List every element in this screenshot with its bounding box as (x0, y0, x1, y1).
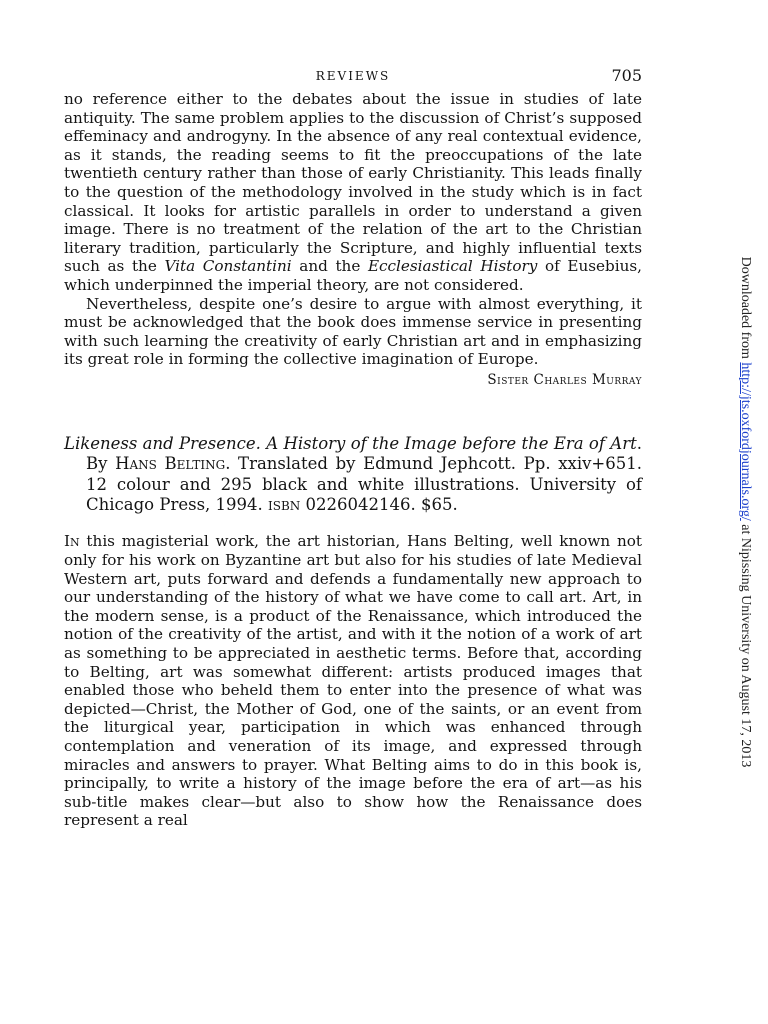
download-suffix: at Nipissing University on August 17, 2013 (738, 520, 753, 768)
book-author: Hans Belting (115, 454, 226, 474)
book-citation (64, 434, 642, 516)
review-belting (64, 434, 642, 830)
citation-by: . By (86, 433, 642, 474)
review-murray (64, 90, 642, 388)
isbn-number: 0226042146. $65. (300, 495, 458, 515)
running-title: REVIEWS (315, 69, 391, 83)
title-vita-constantini: Vita Constantini (164, 257, 292, 276)
isbn-label: isbn (268, 495, 301, 515)
review-paragraph-2: Nevertheless, despite one’s desire to argue with almost everything, it must be acknowledged that the book does immense service in presenting with such learning the creativity of early Christian art and in emphasizing its great role in forming the collective imagination of Europe. (64, 294, 642, 369)
connector-text: and the (291, 257, 368, 276)
running-head (64, 66, 642, 90)
paragraph-1-text: no reference either to the debates about the issue in studies of late antiquity. The same problem applies to the discussion of Christ’s supposed effeminacy and androgyny. In the absence of any real contextual evidence, as it stands, the reading seems to fit the preoccupations of the late twentieth century rather than those of early Christianity. This leads finally to the question of the methodology involved in the study which is in fact classical. It looks for artistic parallels in order to understand a given image. There is no treatment of the relation of the art to the Christian literary tradition, particularly the Scripture, and highly influential texts such as the (64, 90, 642, 276)
journal-page (64, 66, 642, 830)
review-body-text: this magisterial work, the art historian, Hans Belting, well known not only for his work on Byzantine art but also for his studies of late Medieval Western art, puts forward and defends a fundamentally new approach to our understanding of the history of what we have come to call art. Art, in the modern sense, is a product of the Renaissance, which introduced the notion of the creativity of the artist, and with it the notion of a work of art as something to be appreciated in aesthetic terms. Before that, according to Belting, art was somewhat different: artists produced images that enabled those who beheld them to enter into the presence of what was depicted—Christ, the Mother of God, one of the saints, or an event from the liturgical year, participation in which was enhanced through contemplation and veneration of its image, and expressed through miracles and answers to prayer. What Belting aims to do in this book is, principally, to write a history of the image before the era of art—as his sub-title makes clear—but also to show how the Renaissance does represent a real (64, 532, 642, 830)
download-watermark (737, 257, 753, 768)
opening-word: In (64, 532, 80, 551)
book-title: Likeness and Presence. A History of the Image before the Era of Art (64, 433, 637, 453)
title-ecclesiastical-history: Ecclesiastical History (367, 257, 538, 276)
journal-link[interactable]: http://jts.oxfordjournals.org/ (738, 362, 753, 521)
download-prefix: Downloaded from (738, 256, 753, 363)
page-number: 705 (611, 66, 642, 85)
citation-details: . Translated by Edmund Jephcott. Pp. xxiv+651. 12 colour and 295 black and white illustrations. University of Chicago Press, 1994. (86, 454, 642, 515)
reviewer-signature: Sister Charles Murray (487, 371, 642, 388)
paragraph-1-end: of Eusebius, which underpinned the imperial theory, are not considered. (64, 257, 642, 294)
review-body (64, 532, 642, 830)
review-paragraph-1 (64, 90, 642, 295)
